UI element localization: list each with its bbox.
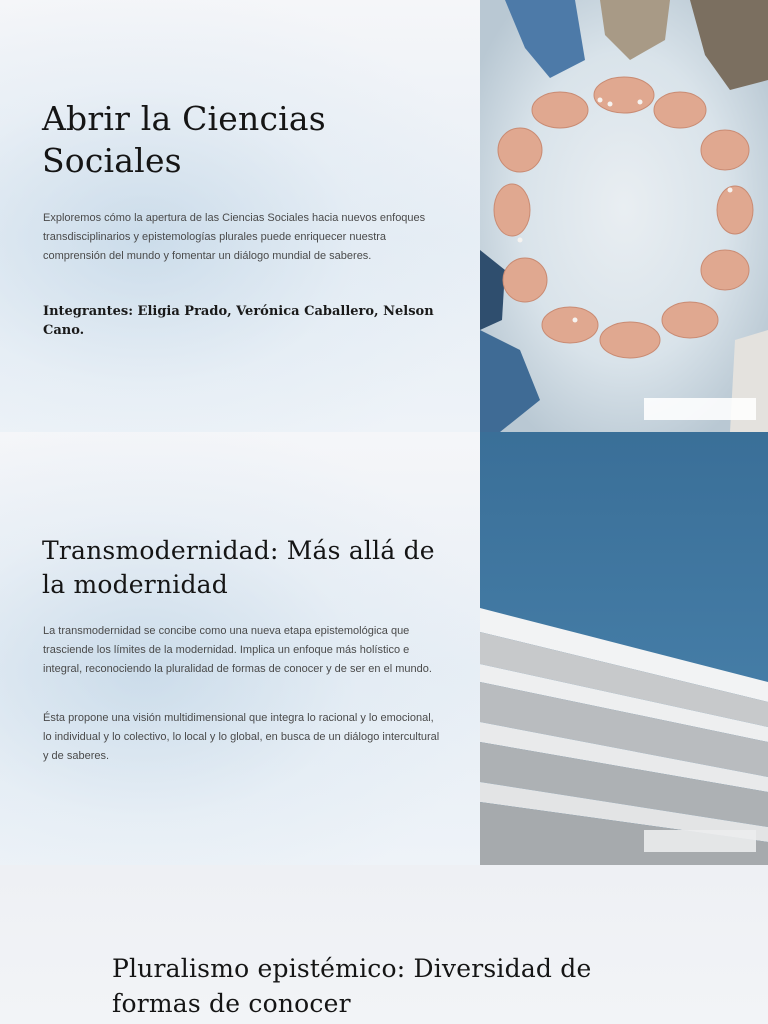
image-caption-badge [644,830,756,852]
building-sky-photo-icon [480,432,768,865]
members-line: Integrantes: Eligia Prado, Verónica Caballero, Nelson Cano. [43,304,434,338]
slide-open-social-sciences [0,0,768,432]
hands-circle-photo-icon [480,0,768,432]
slide-epistemic-pluralism [0,865,768,1024]
slide-paragraph-2: Ésta propone una visión multidimensional que integra lo racional y lo emocional, lo individual y lo colectivo, lo local y lo global, en busca de un diálogo intercultural y de saberes. [43,712,440,762]
slide-title: Abrir la Ciencias Sociales [42,99,326,180]
slide-text-panel [0,0,480,432]
slide-title: Transmodernidad: Más allá de la modernidad [42,536,435,599]
slide-text-panel [0,432,480,865]
image-caption-badge [644,398,756,420]
slide-paragraph-1: La transmodernidad se concibe como una nueva etapa epistemológica que trasciende los límites de la modernidad. Implica un enfoque más holístico e integral, reconociendo la pluralidad de formas de conocer y de ser en el mundo. [43,625,432,675]
slide-intro-text: Exploremos cómo la apertura de las Ciencias Sociales hacia nuevos enfoques transdisciplinarios y epistemologías plurales puede enriquecer nuestra comprensión del mundo y fomentar un diálogo mundial de saberes. [43,212,426,262]
hands-circle-image [480,0,768,432]
slide-title: Pluralismo epistémico: Diversidad de formas de conocer [112,954,592,1018]
slide-transmodernity [0,432,768,865]
building-sky-image [480,432,768,865]
